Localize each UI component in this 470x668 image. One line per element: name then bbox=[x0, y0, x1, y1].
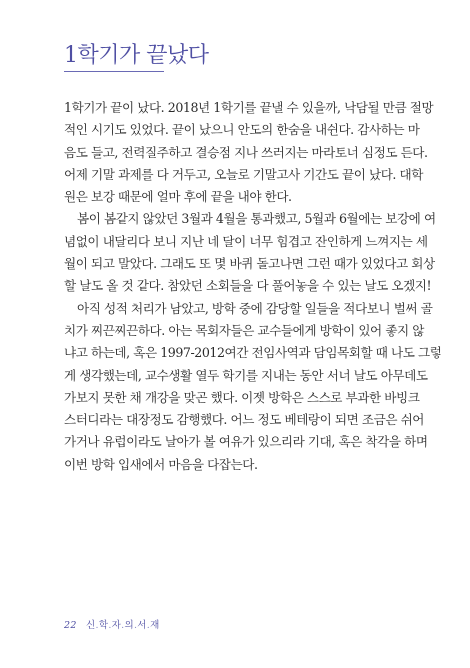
page-footer bbox=[64, 617, 160, 631]
book-title-char: 신 bbox=[86, 620, 96, 631]
text-line: 게 생각했는데, 교수생활 열두 학기를 지내는 동안 서너 날도 아무데도 bbox=[64, 367, 428, 383]
text-line: 냐고 하는데, 혹은 1997-2012여간 전임사역과 담임목회할 때 나도 그렇 bbox=[64, 345, 442, 361]
separator-dot: . bbox=[95, 620, 99, 631]
text-line: 1학기가 끝이 났다. 2018년 1학기를 끝낼 수 있을까, 낙담될 만큼 절망 bbox=[64, 100, 434, 115]
page-number: 22 bbox=[64, 620, 77, 631]
book-title-char: 재 bbox=[150, 620, 160, 631]
chapter-title: 1학기가 끝났다 bbox=[64, 43, 209, 68]
separator-dot: . bbox=[121, 620, 125, 631]
book-title-char: 자 bbox=[111, 620, 122, 631]
text-line: 가보지 못한 채 개강을 맞곤 했다. 이젯 방학은 스스로 부과한 바빙크 bbox=[64, 389, 420, 405]
text-line: 월이 되고 말았다. 그래도 또 몇 바퀴 돌고나면 그런 때가 있었다고 회상 bbox=[64, 256, 435, 272]
book-title-char: 학 bbox=[98, 620, 109, 631]
paragraph bbox=[64, 97, 434, 208]
title-underline bbox=[64, 71, 164, 72]
text-line: 아직 성적 처리가 남았고, 방학 중에 감당할 일들을 적다보니 벌써 골 bbox=[77, 300, 433, 316]
text-line: 봄이 봄같지 않았던 3월과 4월을 통과했고, 5월과 6월에는 보강에 여 bbox=[77, 211, 436, 227]
text-line: 스터디라는 대장정도 감행했다. 어느 정도 베테랑이 되면 조금은 쉬어 bbox=[64, 412, 425, 428]
separator-dot: . bbox=[133, 620, 138, 631]
text-line: 음도 들고, 전력질주하고 결승점 지나 쓰러지는 마라토너 심정도 든다. bbox=[64, 144, 428, 160]
body-text bbox=[64, 97, 442, 476]
text-line: 이번 방학 입새에서 마음을 다잡는다. bbox=[64, 456, 258, 472]
paragraph bbox=[64, 208, 436, 297]
text-line: 가거나 유럽이라도 날아가 볼 여유가 있으리라 기대, 혹은 착각을 하며 bbox=[64, 434, 428, 450]
paragraph bbox=[64, 298, 442, 476]
text-line: 치가 찌끈찌끈하다. 아는 목회자들은 교수들에게 방학이 있어 좋지 않 bbox=[64, 322, 425, 338]
book-title-char: 서 bbox=[137, 620, 147, 631]
separator-dot: . bbox=[108, 620, 112, 631]
text-line: 할 날도 올 것 같다. 참았던 소회들을 다 풀어놓을 수 있는 날도 오겠지! bbox=[64, 278, 432, 294]
text-line: 적인 시기도 있었다. 끝이 났으니 안도의 한숨을 내쉰다. 감사하는 마 bbox=[64, 122, 420, 138]
book-title-char: 의 bbox=[124, 620, 134, 631]
text-line: 원은 보강 때문에 얼마 후에 끝을 내야 한다. bbox=[64, 189, 292, 205]
book-title bbox=[86, 620, 160, 631]
text-line: 어제 기말 과제를 다 거두고, 오늘로 기말고사 기간도 끝이 났다. 대학 bbox=[64, 166, 423, 182]
separator-dot: . bbox=[146, 620, 151, 631]
text-line: 념없이 내달리다 보니 지난 네 달이 너무 힘겹고 잔인하게 느껴지는 세 bbox=[64, 233, 428, 249]
